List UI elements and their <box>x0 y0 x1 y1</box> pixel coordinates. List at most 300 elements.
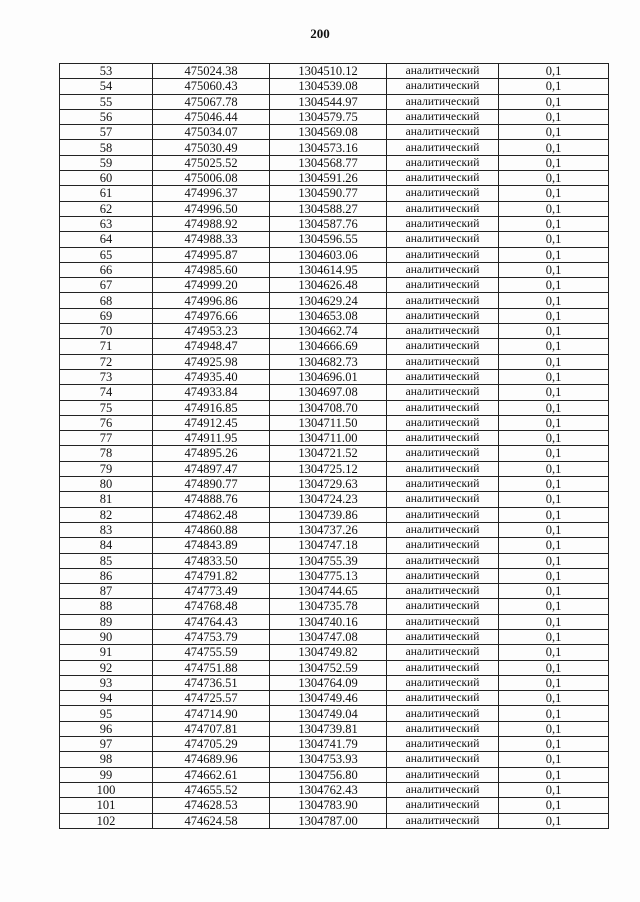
y-coordinate-cell: 1304587.76 <box>270 216 387 231</box>
table-row <box>60 691 609 706</box>
point-number-cell: 87 <box>60 584 153 599</box>
point-number-cell: 88 <box>60 599 153 614</box>
accuracy-cell: 0,1 <box>499 339 609 354</box>
x-coordinate-cell: 474988.33 <box>153 232 270 247</box>
table-row <box>60 767 609 782</box>
accuracy-cell: 0,1 <box>499 767 609 782</box>
point-number-cell: 80 <box>60 477 153 492</box>
x-coordinate-cell: 474860.88 <box>153 522 270 537</box>
y-coordinate-cell: 1304662.74 <box>270 324 387 339</box>
x-coordinate-cell: 474773.49 <box>153 584 270 599</box>
point-number-cell: 56 <box>60 109 153 124</box>
x-coordinate-cell: 475067.78 <box>153 94 270 109</box>
coordinates-table-body <box>60 64 609 829</box>
accuracy-cell: 0,1 <box>499 293 609 308</box>
method-type-cell: аналитический <box>387 813 499 828</box>
point-number-cell: 83 <box>60 522 153 537</box>
accuracy-cell: 0,1 <box>499 721 609 736</box>
x-coordinate-cell: 475046.44 <box>153 109 270 124</box>
method-type-cell: аналитический <box>387 752 499 767</box>
x-coordinate-cell: 474624.58 <box>153 813 270 828</box>
y-coordinate-cell: 1304682.73 <box>270 354 387 369</box>
point-number-cell: 102 <box>60 813 153 828</box>
point-number-cell: 76 <box>60 415 153 430</box>
accuracy-cell: 0,1 <box>499 584 609 599</box>
table-row <box>60 706 609 721</box>
y-coordinate-cell: 1304739.86 <box>270 507 387 522</box>
x-coordinate-cell: 474953.23 <box>153 324 270 339</box>
method-type-cell: аналитический <box>387 767 499 782</box>
point-number-cell: 82 <box>60 507 153 522</box>
table-row <box>60 415 609 430</box>
y-coordinate-cell: 1304569.08 <box>270 125 387 140</box>
accuracy-cell: 0,1 <box>499 507 609 522</box>
point-number-cell: 99 <box>60 767 153 782</box>
y-coordinate-cell: 1304579.75 <box>270 109 387 124</box>
x-coordinate-cell: 474751.88 <box>153 660 270 675</box>
x-coordinate-cell: 474976.66 <box>153 308 270 323</box>
x-coordinate-cell: 475024.38 <box>153 64 270 79</box>
method-type-cell: аналитический <box>387 308 499 323</box>
y-coordinate-cell: 1304747.18 <box>270 538 387 553</box>
y-coordinate-cell: 1304708.70 <box>270 400 387 415</box>
table-row <box>60 599 609 614</box>
accuracy-cell: 0,1 <box>499 477 609 492</box>
table-row <box>60 522 609 537</box>
y-coordinate-cell: 1304711.50 <box>270 415 387 430</box>
method-type-cell: аналитический <box>387 553 499 568</box>
method-type-cell: аналитический <box>387 400 499 415</box>
point-number-cell: 69 <box>60 308 153 323</box>
point-number-cell: 91 <box>60 645 153 660</box>
method-type-cell: аналитический <box>387 216 499 231</box>
method-type-cell: аналитический <box>387 645 499 660</box>
x-coordinate-cell: 474948.47 <box>153 339 270 354</box>
y-coordinate-cell: 1304739.81 <box>270 721 387 736</box>
table-row <box>60 79 609 94</box>
table-row <box>60 431 609 446</box>
method-type-cell: аналитический <box>387 798 499 813</box>
x-coordinate-cell: 474705.29 <box>153 737 270 752</box>
point-number-cell: 81 <box>60 492 153 507</box>
accuracy-cell: 0,1 <box>499 461 609 476</box>
method-type-cell: аналитический <box>387 201 499 216</box>
method-type-cell: аналитический <box>387 568 499 583</box>
method-type-cell: аналитический <box>387 247 499 262</box>
x-coordinate-cell: 474768.48 <box>153 599 270 614</box>
x-coordinate-cell: 474843.89 <box>153 538 270 553</box>
x-coordinate-cell: 475025.52 <box>153 155 270 170</box>
method-type-cell: аналитический <box>387 369 499 384</box>
method-type-cell: аналитический <box>387 293 499 308</box>
table-row <box>60 155 609 170</box>
accuracy-cell: 0,1 <box>499 232 609 247</box>
point-number-cell: 86 <box>60 568 153 583</box>
y-coordinate-cell: 1304711.00 <box>270 431 387 446</box>
x-coordinate-cell: 474764.43 <box>153 614 270 629</box>
table-row <box>60 553 609 568</box>
accuracy-cell: 0,1 <box>499 64 609 79</box>
table-row <box>60 782 609 797</box>
coordinates-table <box>59 63 609 829</box>
point-number-cell: 77 <box>60 431 153 446</box>
y-coordinate-cell: 1304510.12 <box>270 64 387 79</box>
x-coordinate-cell: 474714.90 <box>153 706 270 721</box>
table-row <box>60 477 609 492</box>
table-row <box>60 369 609 384</box>
table-row <box>60 94 609 109</box>
x-coordinate-cell: 474833.50 <box>153 553 270 568</box>
point-number-cell: 79 <box>60 461 153 476</box>
accuracy-cell: 0,1 <box>499 278 609 293</box>
y-coordinate-cell: 1304729.63 <box>270 477 387 492</box>
table-row <box>60 400 609 415</box>
y-coordinate-cell: 1304775.13 <box>270 568 387 583</box>
x-coordinate-cell: 474689.96 <box>153 752 270 767</box>
accuracy-cell: 0,1 <box>499 522 609 537</box>
point-number-cell: 95 <box>60 706 153 721</box>
y-coordinate-cell: 1304752.59 <box>270 660 387 675</box>
method-type-cell: аналитический <box>387 385 499 400</box>
y-coordinate-cell: 1304749.04 <box>270 706 387 721</box>
accuracy-cell: 0,1 <box>499 385 609 400</box>
y-coordinate-cell: 1304735.78 <box>270 599 387 614</box>
x-coordinate-cell: 474897.47 <box>153 461 270 476</box>
method-type-cell: аналитический <box>387 477 499 492</box>
y-coordinate-cell: 1304744.65 <box>270 584 387 599</box>
y-coordinate-cell: 1304603.06 <box>270 247 387 262</box>
table-row <box>60 186 609 201</box>
accuracy-cell: 0,1 <box>499 813 609 828</box>
table-row <box>60 232 609 247</box>
y-coordinate-cell: 1304588.27 <box>270 201 387 216</box>
method-type-cell: аналитический <box>387 431 499 446</box>
point-number-cell: 96 <box>60 721 153 736</box>
y-coordinate-cell: 1304590.77 <box>270 186 387 201</box>
accuracy-cell: 0,1 <box>499 201 609 216</box>
y-coordinate-cell: 1304568.77 <box>270 155 387 170</box>
table-row <box>60 568 609 583</box>
x-coordinate-cell: 475034.07 <box>153 125 270 140</box>
accuracy-cell: 0,1 <box>499 691 609 706</box>
accuracy-cell: 0,1 <box>499 599 609 614</box>
accuracy-cell: 0,1 <box>499 216 609 231</box>
x-coordinate-cell: 474995.87 <box>153 247 270 262</box>
table-row <box>60 109 609 124</box>
table-row <box>60 293 609 308</box>
y-coordinate-cell: 1304741.79 <box>270 737 387 752</box>
point-number-cell: 78 <box>60 446 153 461</box>
method-type-cell: аналитический <box>387 721 499 736</box>
page-number: 200 <box>310 26 330 41</box>
point-number-cell: 66 <box>60 262 153 277</box>
x-coordinate-cell: 474912.45 <box>153 415 270 430</box>
method-type-cell: аналитический <box>387 79 499 94</box>
y-coordinate-cell: 1304614.95 <box>270 262 387 277</box>
y-coordinate-cell: 1304762.43 <box>270 782 387 797</box>
y-coordinate-cell: 1304740.16 <box>270 614 387 629</box>
accuracy-cell: 0,1 <box>499 186 609 201</box>
x-coordinate-cell: 474988.92 <box>153 216 270 231</box>
table-row <box>60 262 609 277</box>
point-number-cell: 58 <box>60 140 153 155</box>
point-number-cell: 53 <box>60 64 153 79</box>
x-coordinate-cell: 475030.49 <box>153 140 270 155</box>
accuracy-cell: 0,1 <box>499 94 609 109</box>
point-number-cell: 71 <box>60 339 153 354</box>
x-coordinate-cell: 474996.37 <box>153 186 270 201</box>
table-row <box>60 125 609 140</box>
x-coordinate-cell: 474985.60 <box>153 262 270 277</box>
method-type-cell: аналитический <box>387 584 499 599</box>
point-number-cell: 64 <box>60 232 153 247</box>
x-coordinate-cell: 474755.59 <box>153 645 270 660</box>
method-type-cell: аналитический <box>387 629 499 644</box>
accuracy-cell: 0,1 <box>499 262 609 277</box>
accuracy-cell: 0,1 <box>499 415 609 430</box>
table-row <box>60 538 609 553</box>
table-row <box>60 629 609 644</box>
point-number-cell: 67 <box>60 278 153 293</box>
y-coordinate-cell: 1304756.80 <box>270 767 387 782</box>
table-row <box>60 339 609 354</box>
y-coordinate-cell: 1304725.12 <box>270 461 387 476</box>
method-type-cell: аналитический <box>387 278 499 293</box>
accuracy-cell: 0,1 <box>499 629 609 644</box>
accuracy-cell: 0,1 <box>499 369 609 384</box>
method-type-cell: аналитический <box>387 109 499 124</box>
method-type-cell: аналитический <box>387 232 499 247</box>
table-row <box>60 721 609 736</box>
x-coordinate-cell: 474925.98 <box>153 354 270 369</box>
table-row <box>60 813 609 828</box>
accuracy-cell: 0,1 <box>499 660 609 675</box>
table-row <box>60 492 609 507</box>
x-coordinate-cell: 475060.43 <box>153 79 270 94</box>
method-type-cell: аналитический <box>387 125 499 140</box>
accuracy-cell: 0,1 <box>499 568 609 583</box>
x-coordinate-cell: 474862.48 <box>153 507 270 522</box>
y-coordinate-cell: 1304629.24 <box>270 293 387 308</box>
table-row <box>60 216 609 231</box>
table-row <box>60 354 609 369</box>
y-coordinate-cell: 1304724.23 <box>270 492 387 507</box>
point-number-cell: 62 <box>60 201 153 216</box>
accuracy-cell: 0,1 <box>499 140 609 155</box>
point-number-cell: 89 <box>60 614 153 629</box>
table-row <box>60 507 609 522</box>
accuracy-cell: 0,1 <box>499 400 609 415</box>
table-row <box>60 171 609 186</box>
x-coordinate-cell: 474707.81 <box>153 721 270 736</box>
accuracy-cell: 0,1 <box>499 308 609 323</box>
method-type-cell: аналитический <box>387 415 499 430</box>
method-type-cell: аналитический <box>387 94 499 109</box>
method-type-cell: аналитический <box>387 691 499 706</box>
y-coordinate-cell: 1304626.48 <box>270 278 387 293</box>
point-number-cell: 100 <box>60 782 153 797</box>
method-type-cell: аналитический <box>387 64 499 79</box>
x-coordinate-cell: 474888.76 <box>153 492 270 507</box>
point-number-cell: 98 <box>60 752 153 767</box>
point-number-cell: 74 <box>60 385 153 400</box>
point-number-cell: 68 <box>60 293 153 308</box>
accuracy-cell: 0,1 <box>499 645 609 660</box>
y-coordinate-cell: 1304749.46 <box>270 691 387 706</box>
y-coordinate-cell: 1304783.90 <box>270 798 387 813</box>
accuracy-cell: 0,1 <box>499 109 609 124</box>
point-number-cell: 57 <box>60 125 153 140</box>
accuracy-cell: 0,1 <box>499 538 609 553</box>
point-number-cell: 94 <box>60 691 153 706</box>
method-type-cell: аналитический <box>387 737 499 752</box>
point-number-cell: 84 <box>60 538 153 553</box>
y-coordinate-cell: 1304755.39 <box>270 553 387 568</box>
y-coordinate-cell: 1304697.08 <box>270 385 387 400</box>
table-row <box>60 446 609 461</box>
y-coordinate-cell: 1304539.08 <box>270 79 387 94</box>
x-coordinate-cell: 474996.50 <box>153 201 270 216</box>
method-type-cell: аналитический <box>387 492 499 507</box>
accuracy-cell: 0,1 <box>499 125 609 140</box>
y-coordinate-cell: 1304666.69 <box>270 339 387 354</box>
x-coordinate-cell: 474996.86 <box>153 293 270 308</box>
method-type-cell: аналитический <box>387 446 499 461</box>
method-type-cell: аналитический <box>387 140 499 155</box>
point-number-cell: 101 <box>60 798 153 813</box>
x-coordinate-cell: 474725.57 <box>153 691 270 706</box>
y-coordinate-cell: 1304753.93 <box>270 752 387 767</box>
point-number-cell: 97 <box>60 737 153 752</box>
x-coordinate-cell: 474916.85 <box>153 400 270 415</box>
accuracy-cell: 0,1 <box>499 446 609 461</box>
y-coordinate-cell: 1304747.08 <box>270 629 387 644</box>
x-coordinate-cell: 474753.79 <box>153 629 270 644</box>
accuracy-cell: 0,1 <box>499 155 609 170</box>
point-number-cell: 65 <box>60 247 153 262</box>
method-type-cell: аналитический <box>387 354 499 369</box>
y-coordinate-cell: 1304544.97 <box>270 94 387 109</box>
x-coordinate-cell: 474933.84 <box>153 385 270 400</box>
point-number-cell: 55 <box>60 94 153 109</box>
table-row <box>60 64 609 79</box>
method-type-cell: аналитический <box>387 324 499 339</box>
table-row <box>60 737 609 752</box>
method-type-cell: аналитический <box>387 522 499 537</box>
point-number-cell: 90 <box>60 629 153 644</box>
method-type-cell: аналитический <box>387 186 499 201</box>
point-number-cell: 60 <box>60 171 153 186</box>
accuracy-cell: 0,1 <box>499 675 609 690</box>
x-coordinate-cell: 474935.40 <box>153 369 270 384</box>
accuracy-cell: 0,1 <box>499 798 609 813</box>
point-number-cell: 72 <box>60 354 153 369</box>
method-type-cell: аналитический <box>387 706 499 721</box>
method-type-cell: аналитический <box>387 599 499 614</box>
method-type-cell: аналитический <box>387 507 499 522</box>
y-coordinate-cell: 1304591.26 <box>270 171 387 186</box>
y-coordinate-cell: 1304764.09 <box>270 675 387 690</box>
x-coordinate-cell: 474791.82 <box>153 568 270 583</box>
method-type-cell: аналитический <box>387 171 499 186</box>
accuracy-cell: 0,1 <box>499 614 609 629</box>
x-coordinate-cell: 475006.08 <box>153 171 270 186</box>
point-number-cell: 70 <box>60 324 153 339</box>
x-coordinate-cell: 474662.61 <box>153 767 270 782</box>
x-coordinate-cell: 474736.51 <box>153 675 270 690</box>
table-row <box>60 614 609 629</box>
accuracy-cell: 0,1 <box>499 492 609 507</box>
accuracy-cell: 0,1 <box>499 324 609 339</box>
table-row <box>60 461 609 476</box>
point-number-cell: 54 <box>60 79 153 94</box>
x-coordinate-cell: 474655.52 <box>153 782 270 797</box>
accuracy-cell: 0,1 <box>499 79 609 94</box>
table-row <box>60 308 609 323</box>
accuracy-cell: 0,1 <box>499 431 609 446</box>
y-coordinate-cell: 1304653.08 <box>270 308 387 323</box>
y-coordinate-cell: 1304573.16 <box>270 140 387 155</box>
accuracy-cell: 0,1 <box>499 737 609 752</box>
table-row <box>60 324 609 339</box>
method-type-cell: аналитический <box>387 675 499 690</box>
x-coordinate-cell: 474895.26 <box>153 446 270 461</box>
accuracy-cell: 0,1 <box>499 782 609 797</box>
y-coordinate-cell: 1304696.01 <box>270 369 387 384</box>
y-coordinate-cell: 1304596.55 <box>270 232 387 247</box>
method-type-cell: аналитический <box>387 155 499 170</box>
y-coordinate-cell: 1304737.26 <box>270 522 387 537</box>
method-type-cell: аналитический <box>387 660 499 675</box>
table-row <box>60 385 609 400</box>
x-coordinate-cell: 474890.77 <box>153 477 270 492</box>
table-row <box>60 645 609 660</box>
point-number-cell: 61 <box>60 186 153 201</box>
accuracy-cell: 0,1 <box>499 354 609 369</box>
y-coordinate-cell: 1304749.82 <box>270 645 387 660</box>
accuracy-cell: 0,1 <box>499 247 609 262</box>
point-number-cell: 63 <box>60 216 153 231</box>
x-coordinate-cell: 474628.53 <box>153 798 270 813</box>
table-row <box>60 660 609 675</box>
x-coordinate-cell: 474911.95 <box>153 431 270 446</box>
method-type-cell: аналитический <box>387 538 499 553</box>
accuracy-cell: 0,1 <box>499 752 609 767</box>
point-number-cell: 92 <box>60 660 153 675</box>
x-coordinate-cell: 474999.20 <box>153 278 270 293</box>
table-row <box>60 675 609 690</box>
y-coordinate-cell: 1304721.52 <box>270 446 387 461</box>
point-number-cell: 85 <box>60 553 153 568</box>
point-number-cell: 59 <box>60 155 153 170</box>
point-number-cell: 75 <box>60 400 153 415</box>
table-row <box>60 247 609 262</box>
accuracy-cell: 0,1 <box>499 706 609 721</box>
table-row <box>60 584 609 599</box>
table-row <box>60 201 609 216</box>
method-type-cell: аналитический <box>387 339 499 354</box>
table-row <box>60 798 609 813</box>
point-number-cell: 73 <box>60 369 153 384</box>
table-row <box>60 752 609 767</box>
method-type-cell: аналитический <box>387 614 499 629</box>
method-type-cell: аналитический <box>387 782 499 797</box>
method-type-cell: аналитический <box>387 461 499 476</box>
y-coordinate-cell: 1304787.00 <box>270 813 387 828</box>
accuracy-cell: 0,1 <box>499 553 609 568</box>
table-row <box>60 140 609 155</box>
table-row <box>60 278 609 293</box>
